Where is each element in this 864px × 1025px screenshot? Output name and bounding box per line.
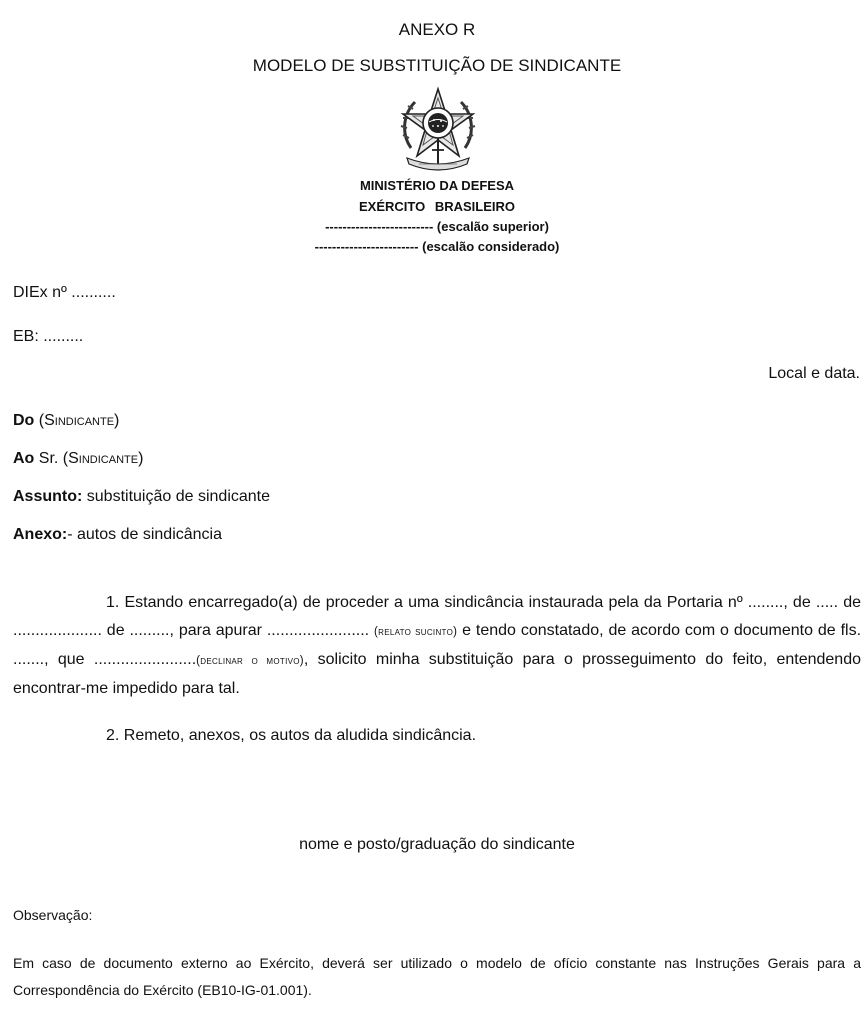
p1-note-reason: (declinar o motivo) <box>196 655 304 667</box>
army-name: EXÉRCITO BRASILEIRO <box>358 199 515 214</box>
to-prefix: Sr. <box>38 450 59 467</box>
subject-label: Assunto: <box>13 488 83 505</box>
attachment-value: - autos de sindicância <box>67 526 222 543</box>
brazil-coat-of-arms-icon <box>397 86 479 172</box>
place-and-date: Local e data. <box>768 365 860 382</box>
eb-number: EB: ......... <box>13 328 84 345</box>
attachment-label: Anexo: <box>13 526 68 543</box>
p1-note-summary: (relato sucinto) <box>374 626 458 638</box>
ministry-name: MINISTÉRIO DA DEFESA <box>359 178 515 193</box>
considered-echelon-line: ------------------------ (escalão considerado) <box>314 239 560 254</box>
signature-line: nome e posto/graduação do sindicante <box>299 836 575 853</box>
attachment-field <box>13 526 222 544</box>
to-value: (Sindicante) <box>62 450 144 467</box>
observation-title: Observação: <box>13 907 93 923</box>
subject-value: substituição de sindicante <box>86 488 271 505</box>
from-label: Do <box>13 412 35 429</box>
annex-title: ANEXO R <box>398 20 476 39</box>
to-field <box>13 450 143 468</box>
from-value: (Sindicante) <box>38 412 120 429</box>
model-title: MODELO DE SUBSTITUIÇÃO DE SINDICANTE <box>252 56 622 75</box>
upper-echelon-line: ------------------------- (escalão superior) <box>325 219 549 234</box>
p1-text-a: 1. Estando encarregado(a) de proceder a uma sindicância instaurada pela da Portaria nº ........, de ..... de .................... de ........., para apurar ....................... <box>13 594 861 639</box>
p1-text-b: e tendo constatado, de acordo com o documento de fls. ......., que ....................... <box>13 622 862 668</box>
p1-text-c: , solicito minha substituição para o prosseguimento do feito, entendendo encontrar-me impedido para tal. <box>13 651 861 697</box>
observation-text: Em caso de documento externo ao Exército, deverá ser utilizado o modelo de ofício constante nas Instruções Gerais para a Correspondência do Exército (EB10-IG-01.001). <box>13 955 861 998</box>
subject-field <box>13 488 270 506</box>
to-label: Ao <box>13 450 35 467</box>
body-paragraph-2: 2. Remeto, anexos, os autos da aludida sindicância. <box>106 727 477 744</box>
from-field <box>13 412 119 430</box>
body-paragraph-1 <box>13 589 861 703</box>
diex-number: DIEx nº .......... <box>13 284 116 301</box>
